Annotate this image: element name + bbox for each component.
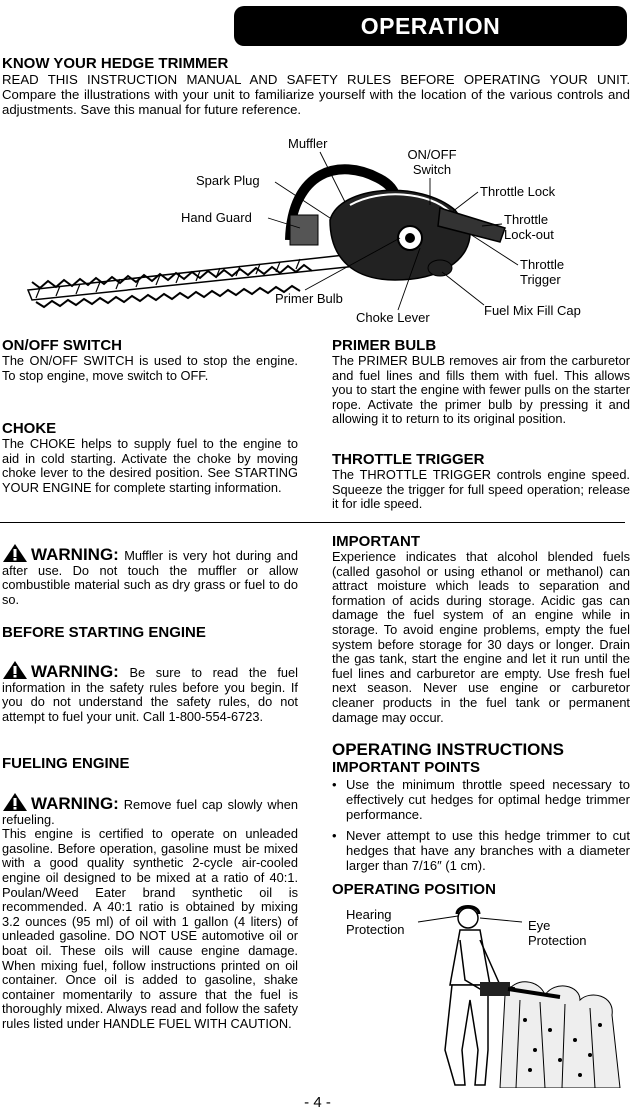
warning-text: Remove fuel cap slowly when refueling. xyxy=(2,797,298,827)
operating-instructions-heading: OPERATING INSTRUCTIONS xyxy=(332,740,565,759)
before-starting-heading: BEFORE STARTING ENGINE xyxy=(2,624,206,641)
warning-title: WARNING: xyxy=(31,794,119,813)
page-title: OPERATION xyxy=(360,12,501,39)
important-points-heading: IMPORTANT POINTS xyxy=(332,759,481,776)
warning-title: WARNING: xyxy=(31,662,119,681)
warning-triangle-icon xyxy=(2,792,28,812)
label-choke-lever: Choke Lever xyxy=(356,310,430,325)
label-fuel-mix-fill-cap: Fuel Mix Fill Cap xyxy=(484,303,581,318)
warning-triangle-icon xyxy=(2,543,28,563)
warning-muffler xyxy=(2,543,298,607)
primer-section xyxy=(332,337,630,427)
warning-text: Muffler is very hot during and after use. Do not touch the muffler or allow combustible material such as dry grass or fuel to do so. xyxy=(2,548,298,607)
hedge-icon xyxy=(500,982,620,1088)
label-hand-guard: Hand Guard xyxy=(181,210,252,225)
fueling-heading: FUELING ENGINE xyxy=(2,755,130,772)
label-muffler: Muffler xyxy=(288,136,328,151)
label-eye-protection xyxy=(528,918,587,948)
fuel-cap-icon xyxy=(428,260,452,276)
fueling-text: This engine is certified to operate on unleaded gasoline. Before operation, gasoline must be mixed with a good quality synthetic 2-cycle air-cooled engine oil designed to be mixed at a ratio of 40:1. Poulan/Weed Eater brand synthetic oil is recommended. A 40:1 ratio is obtained by mixing 3.2 ounces (95 ml) of oil with 1 gallon (4 liters) of unleaded gasoline. DO NOT USE automotive oil or boat oil. These oils will cause engine damage. When mixing fuel, follow instructions printed on oil container. Once oil is added to gasoline, shake container momentarily to assure that the fuel is thoroughly mixed. Always read and follow the safety rules listed under HANDLE FUEL WITH CAUTION. xyxy=(2,826,298,1031)
label-on-off-switch-line1: ON/OFF xyxy=(407,147,457,162)
choke-heading: CHOKE xyxy=(2,420,57,437)
hedge-trimmer-diagram xyxy=(0,130,635,330)
warning-triangle-icon xyxy=(2,660,28,680)
label-hearing-line2: Protection xyxy=(346,922,405,937)
warning-title: WARNING: xyxy=(31,545,119,564)
important-points-list xyxy=(330,777,630,879)
label-throttle-trigger xyxy=(520,257,564,287)
throttle-section xyxy=(332,451,630,512)
label-on-off-switch xyxy=(400,147,464,177)
warning-fuel-info xyxy=(2,660,298,724)
label-eye-line1: Eye xyxy=(528,918,551,933)
label-on-off-switch-line2: Switch xyxy=(412,162,452,177)
section-divider xyxy=(0,522,625,523)
intro-text: READ THIS INSTRUCTION MANUAL AND SAFETY RULES BEFORE OPERATING YOUR UNIT. Compare the illustrations with your unit to familiarize yourself with the location of the various controls and adjustments. Save this manual for future reference. xyxy=(2,72,630,117)
operating-position-figure xyxy=(340,900,630,1088)
list-item: • Never attempt to use this hedge trimmer to cut hedges that have any branches with a diameter larger than 7/16″ (1 cm). xyxy=(346,828,630,873)
on-off-section xyxy=(2,337,298,383)
label-throttle-trigger-line2: Trigger xyxy=(520,272,561,287)
on-off-text: The ON/OFF SWITCH is used to stop the engine. To stop engine, move switch to OFF. xyxy=(2,353,298,383)
label-throttle-lockout xyxy=(504,212,554,242)
hand-guard-icon xyxy=(290,215,318,245)
throttle-heading: THROTTLE TRIGGER xyxy=(332,451,485,468)
operating-position-heading: OPERATING POSITION xyxy=(332,881,496,898)
throttle-text: The THROTTLE TRIGGER controls engine speed. Squeeze the trigger for full speed operation; release it for idle speed. xyxy=(332,467,630,512)
important-section xyxy=(332,533,630,725)
label-throttle-trigger-line1: Throttle xyxy=(520,257,565,272)
intro-heading: KNOW YOUR HEDGE TRIMMER xyxy=(2,55,229,72)
choke-text: The CHOKE helps to supply fuel to the engine to aid in cold starting. Activate the choke by moving choke lever to the desired position. See STARTING YOUR ENGINE for complete starting information. xyxy=(2,436,298,495)
label-spark-plug: Spark Plug xyxy=(196,173,260,188)
choke-section xyxy=(2,420,298,495)
warning-text: Be sure to read the fuel information in the safety rules before you begin. If you do not understand the safety rules, do not attempt to fuel your unit. Call 1-800-554-6723. xyxy=(2,665,298,724)
label-eye-line2: Protection xyxy=(528,933,587,948)
label-hearing-protection xyxy=(346,907,405,937)
page-number: - 4 - xyxy=(304,1094,331,1111)
page-title-banner xyxy=(234,6,627,46)
label-throttle-lock: Throttle Lock xyxy=(480,184,556,199)
primer-text: The PRIMER BULB removes air from the carburetor and fuel lines and fills them with fuel. This allows you to start the engine with fewer pulls on the starter rope. Activate the primer bulb by pressing it and allowing it to return to its original position. xyxy=(332,353,630,427)
warning-fuel-cap xyxy=(2,792,298,1032)
important-text: Experience indicates that alcohol blended fuels (called gasohol or using ethanol or methanol) can attract moisture which leads to separation and formation of acids during storage. Acidic gas can damage the fuel system of an engine while in storage. To avoid engine problems, empty the fuel system before storage for 30 days or longer. Drain the gas tank, start the engine and let it run until the fuel lines and carburetor are empty. Use fresh fuel next season. Never use engine or carburetor cleaner products in the fuel tank or permanent damage may occur. xyxy=(332,549,630,725)
label-throttle-lockout-line1: Throttle xyxy=(504,212,549,227)
important-heading: IMPORTANT xyxy=(332,533,421,550)
on-off-heading: ON/OFF SWITCH xyxy=(2,337,122,354)
label-hearing-line1: Hearing xyxy=(346,907,392,922)
label-primer-bulb: Primer Bulb xyxy=(275,291,343,306)
list-item: • Use the minimum throttle speed necessary to effectively cut hedges for optimal hedge trimmer performance. xyxy=(346,777,630,822)
label-throttle-lockout-line2: Lock-out xyxy=(504,227,554,242)
primer-heading: PRIMER BULB xyxy=(332,337,437,354)
